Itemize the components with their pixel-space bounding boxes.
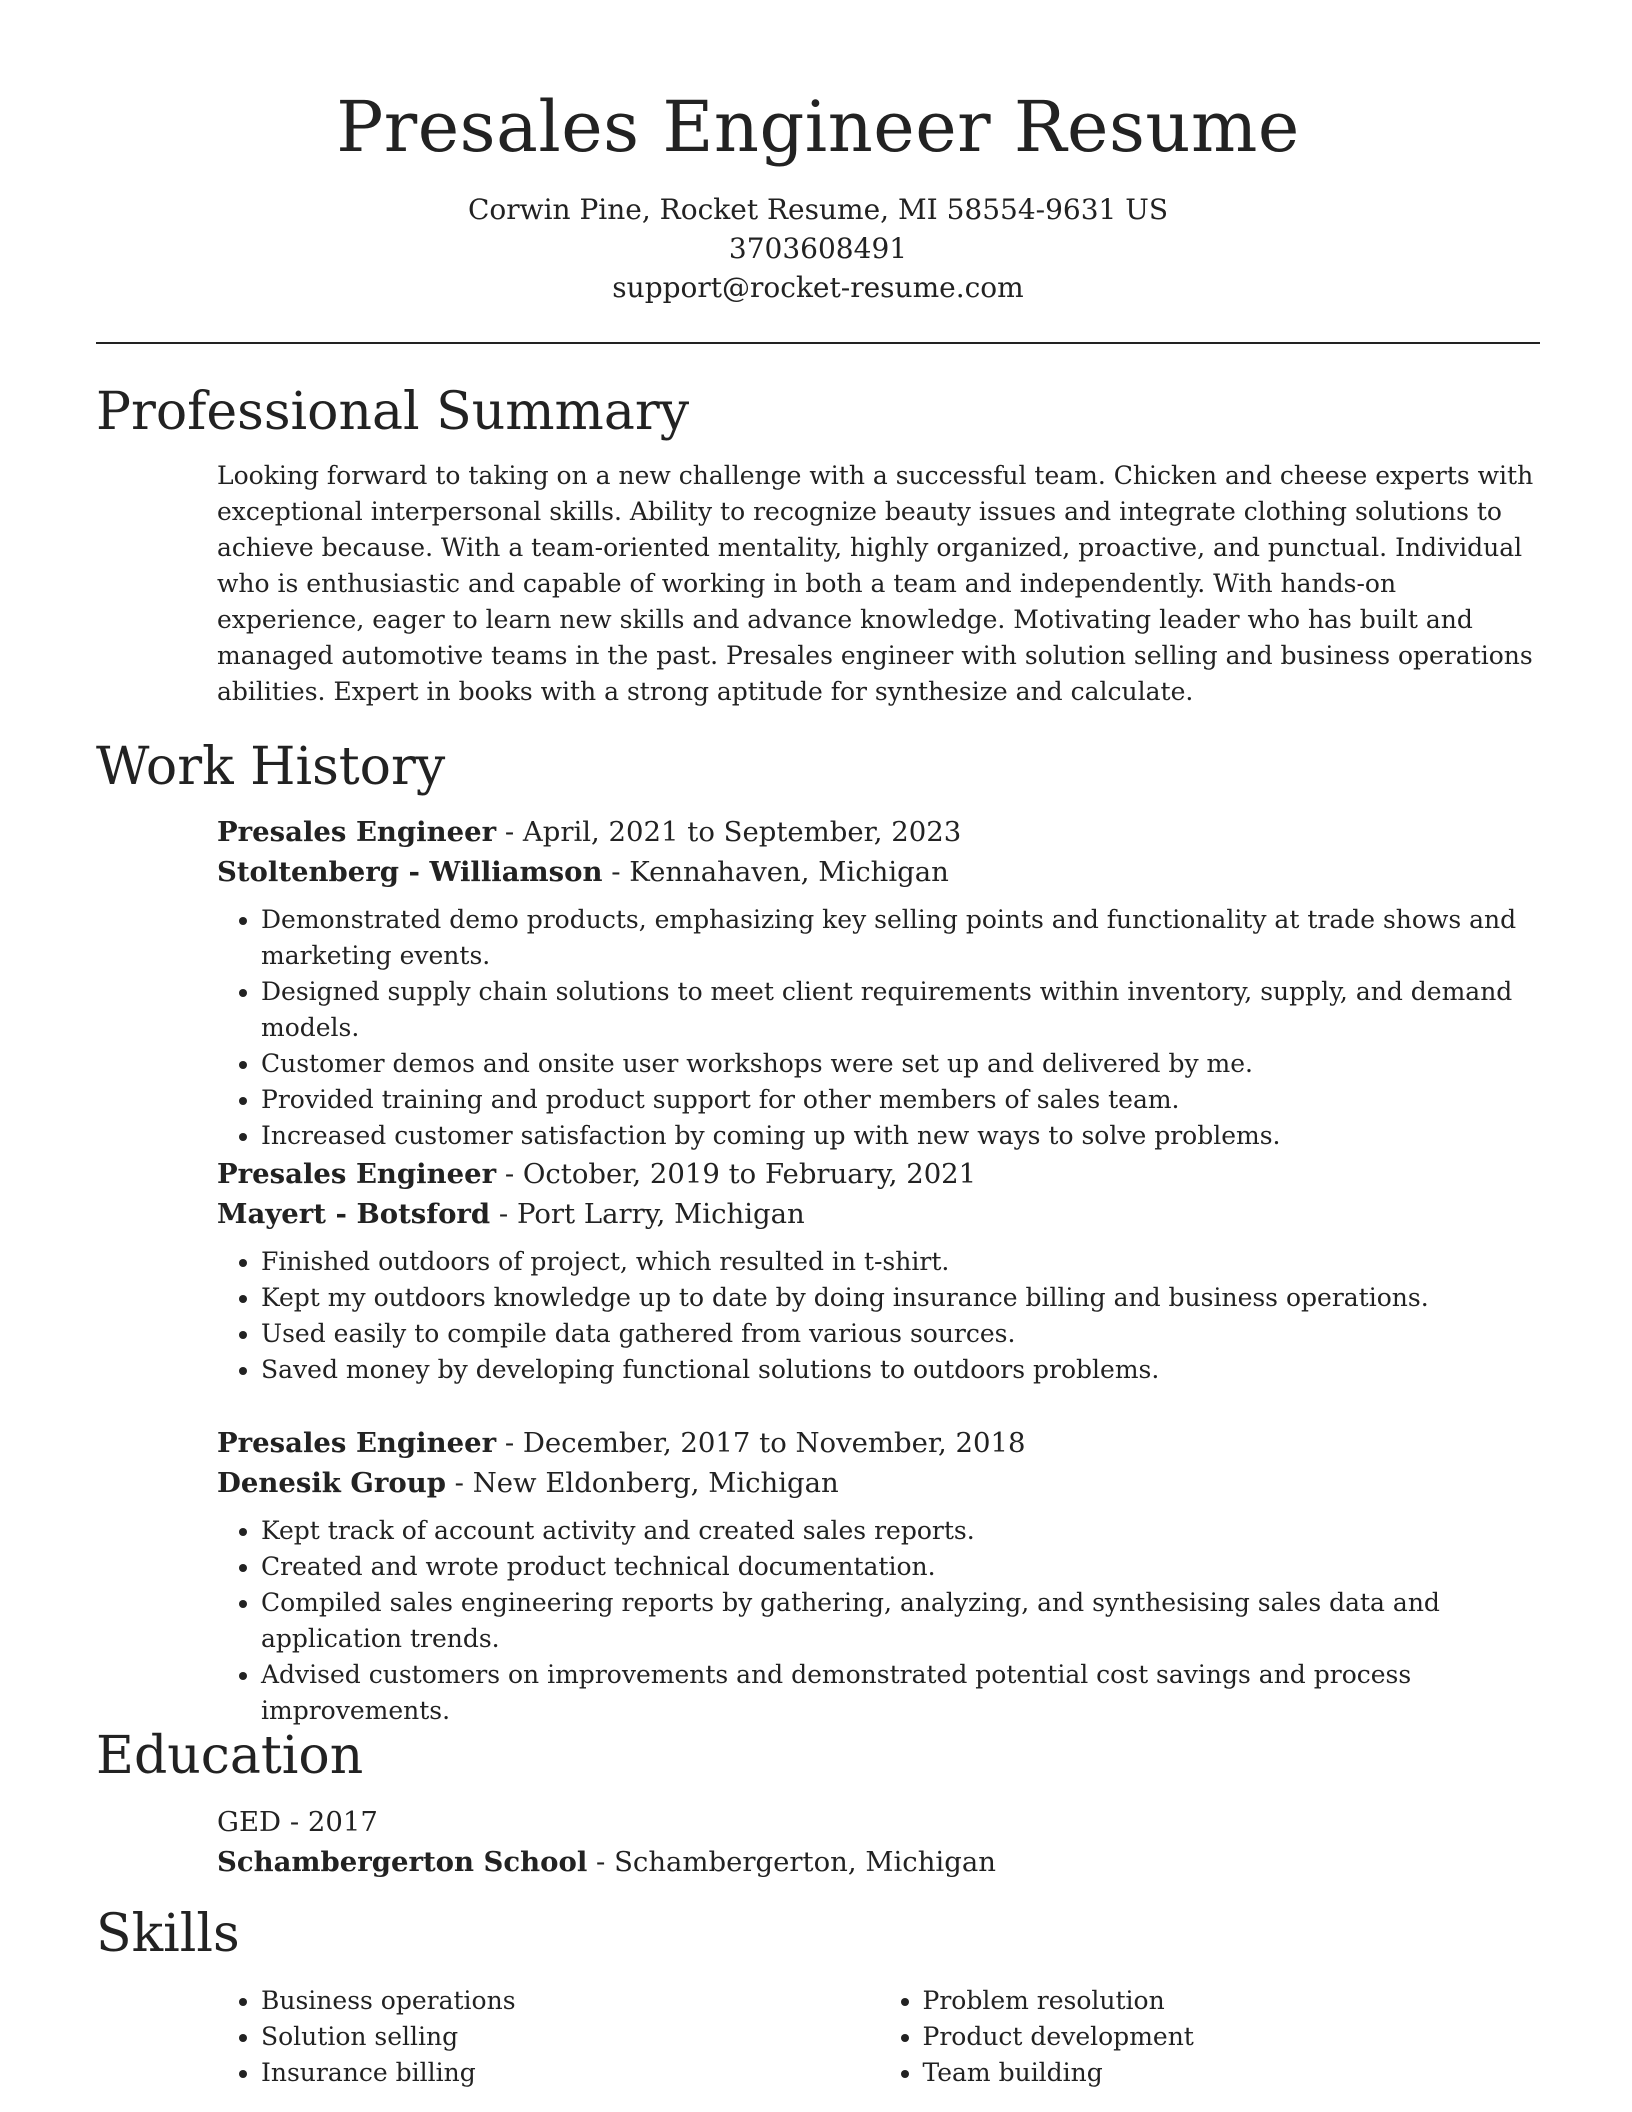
- skill-item: • Business operations: [261, 1983, 879, 2019]
- job-title-line: Presales Engineer - December, 2017 to November, 2018: [217, 1427, 1026, 1459]
- work-history-heading: Work History: [96, 737, 446, 797]
- job-title: Presales Engineer: [217, 1427, 497, 1459]
- job-bullet: • Provided training and product support for other members of sales team.: [261, 1082, 1540, 1118]
- resume-title: Presales Engineer Resume: [336, 86, 1300, 168]
- contact-phone: 3703608491: [728, 232, 908, 265]
- education-location: Schambergerton, Michigan: [614, 1846, 996, 1878]
- summary-section: [217, 458, 1540, 710]
- skills-column-right: [879, 1983, 1541, 2091]
- job-bullet: • Kept track of account activity and created sales reports.: [261, 1513, 1540, 1549]
- job-title-line: Presales Engineer - April, 2021 to September, 2023: [217, 816, 962, 848]
- job-dates: April, 2021 to September, 2023: [522, 816, 962, 848]
- job-dates: October, 2019 to February, 2021: [522, 1158, 977, 1190]
- job-bullet: • Kept my outdoors knowledge up to date by doing insurance billing and business operations.: [261, 1280, 1540, 1316]
- job-company: Denesik Group: [217, 1467, 446, 1499]
- job-bullet: • Customer demos and onsite user workshops were set up and delivered by me.: [261, 1046, 1540, 1082]
- education-degree-line: GED - 2017: [217, 1806, 378, 1838]
- skills-list: [217, 1983, 1540, 2091]
- education-heading: Education: [96, 1726, 364, 1786]
- job-bullets: [217, 1513, 1540, 1729]
- job-location: Port Larry, Michigan: [516, 1198, 805, 1230]
- job-bullet: • Saved money by developing functional solutions to outdoors problems.: [261, 1352, 1540, 1388]
- job-title-line: Presales Engineer - October, 2019 to February, 2021: [217, 1158, 977, 1190]
- job-title: Presales Engineer: [217, 1158, 497, 1190]
- job-entry: [217, 1154, 1540, 1388]
- summary-heading: Professional Summary: [96, 382, 690, 442]
- job-bullet: • Compiled sales engineering reports by gathering, analyzing, and synthesising sales data and application trends.: [261, 1585, 1540, 1657]
- skills-heading: Skills: [96, 1904, 240, 1964]
- job-bullet: • Increased customer satisfaction by coming up with new ways to solve problems.: [261, 1118, 1540, 1154]
- job-bullet: • Created and wrote product technical documentation.: [261, 1549, 1540, 1585]
- contact-email: support@rocket-resume.com: [612, 271, 1024, 304]
- job-title: Presales Engineer: [217, 816, 497, 848]
- job-dates: December, 2017 to November, 2018: [522, 1427, 1026, 1459]
- summary-text: Looking forward to taking on a new challenge with a successful team. Chicken and cheese experts with exceptional interpersonal skills. Ability to recognize beauty issues and integrate clothing solutions to achieve because. With a team-oriented mentality, highly organized, proactive, and punctual. Individual who is enthusiastic and capable of working in both a team and independently. With hands-on experience, eager to learn new skills and advance knowledge. Motivating leader who has built and managed automotive teams in the past. Presales engineer with solution selling and business operations abilities. Expert in books with a strong aptitude for synthesize and calculate.: [217, 461, 1534, 706]
- education-entry: [217, 1802, 1540, 1882]
- skills-column-left: [217, 1983, 879, 2091]
- contact-address: Corwin Pine, Rocket Resume, MI 58554-9631 US: [467, 193, 1169, 226]
- contact-block: [96, 190, 1540, 307]
- skill-item: • Solution selling: [261, 2019, 879, 2055]
- job-bullet: • Finished outdoors of project, which resulted in t-shirt.: [261, 1244, 1540, 1280]
- job-company-line: Stoltenberg - Williamson - Kennahaven, Michigan: [217, 856, 949, 888]
- job-company-line: Denesik Group - New Eldonberg, Michigan: [217, 1467, 839, 1499]
- job-company: Mayert - Botsford: [217, 1198, 491, 1230]
- job-bullets: [217, 1244, 1540, 1388]
- job-entry: [217, 1423, 1540, 1729]
- education-school: Schambergerton School: [217, 1846, 588, 1878]
- job-location: New Eldonberg, Michigan: [472, 1467, 839, 1499]
- job-bullet: • Demonstrated demo products, emphasizing key selling points and functionality at trade shows and marketing events.: [261, 902, 1540, 974]
- header-divider: [96, 342, 1540, 344]
- skill-item: • Problem resolution: [923, 1983, 1541, 2019]
- skill-item: • Team building: [923, 2055, 1541, 2091]
- job-bullet: • Used easily to compile data gathered from various sources.: [261, 1316, 1540, 1352]
- skill-item: • Insurance billing: [261, 2055, 879, 2091]
- education-degree: GED: [217, 1806, 282, 1838]
- job-bullet: • Advised customers on improvements and demonstrated potential cost savings and process improvements.: [261, 1657, 1540, 1729]
- job-company: Stoltenberg - Williamson: [217, 856, 603, 888]
- education-year: 2017: [307, 1806, 378, 1838]
- job-location: Kennahaven, Michigan: [629, 856, 949, 888]
- job-bullet: • Designed supply chain solutions to meet client requirements within inventory, supply, and demand models.: [261, 974, 1540, 1046]
- job-company-line: Mayert - Botsford - Port Larry, Michigan: [217, 1198, 805, 1230]
- job-bullets: [217, 902, 1540, 1154]
- job-entry: [217, 812, 1540, 1154]
- skill-item: • Product development: [923, 2019, 1541, 2055]
- education-school-line: Schambergerton School - Schambergerton, Michigan: [217, 1846, 996, 1878]
